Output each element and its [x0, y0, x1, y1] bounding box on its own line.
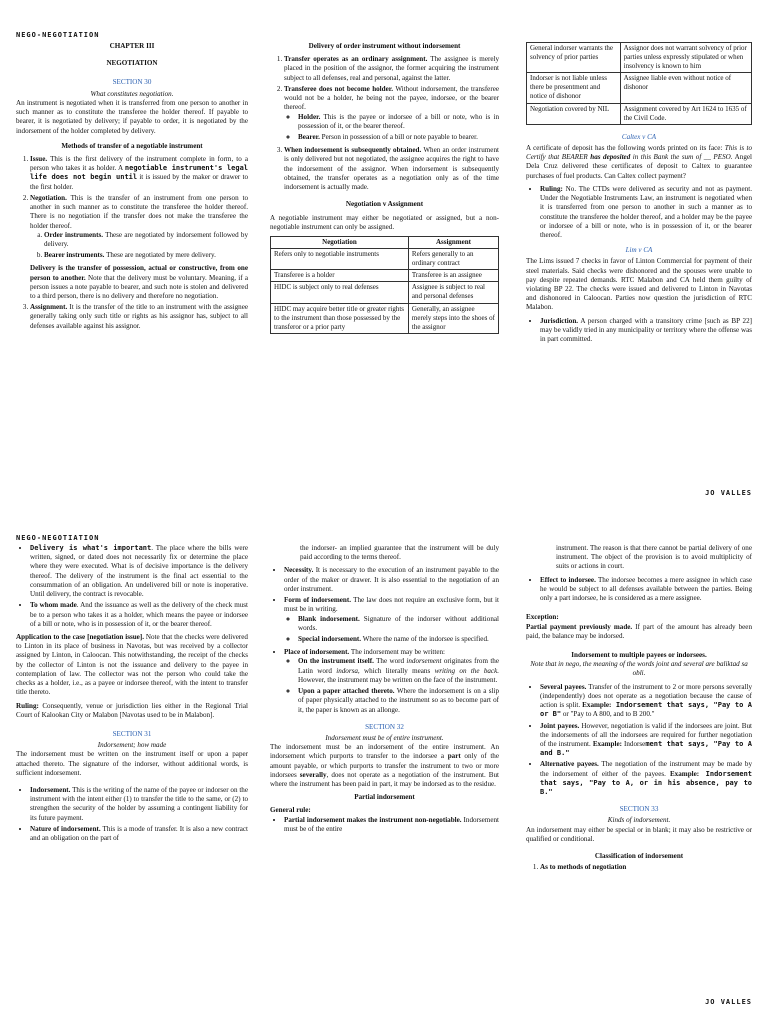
- p2-column-3: [526, 544, 752, 877]
- list-item: 2. Transferee does not become holder. Without indorsement, the transferee would not be a holder, he being not the payee, indorsee, or the bearer thereof. ◦ Holder. This is the payee or indorsee of a bill or note, who is in possession of it, or the bearer thereof. ◦ Bearer. Person in possession of a bill or note payable to bearer.: [284, 85, 499, 142]
- chapter-heading: CHAPTER III: [109, 42, 155, 50]
- delivery-heading: Delivery of order instrument without indorsement: [308, 42, 461, 50]
- list-item: • Several payees. Transfer of the instrument to 2 or more persons severally (independently) does not operate as a negotiation because the cause of action is split. Example: Indorsement that says, "Pay to A or B" or "Pay to A 800, and to B 200.": [540, 683, 752, 720]
- case-text-caltex: A certificate of deposit has the following words printed on its face: This is to Certify that BEARER has deposited in this Bank the sum of __ PESO. Angel Dela Cruz delivered these certificates of deposit to Caltex to guarantee purchases of fuel products. Can Caltex collect payment?: [526, 143, 752, 180]
- nva-heading: Negotiation v Assignment: [345, 200, 424, 209]
- table-row: Negotiation covered by NIL Assignment covered by Art 1624 to 1635 of the Civil Code.: [527, 103, 752, 124]
- p1-column-1: [16, 42, 248, 335]
- list-item: • Partial indorsement makes the instrument non-negotiable. Indorsement must be of the entire: [284, 816, 499, 834]
- list-item: ◦ Special indorsement. Where the name of the indorsee is specified.: [298, 635, 499, 644]
- effect-list: [526, 576, 752, 604]
- page-header: NEGO-NEGOTIATION: [16, 31, 100, 39]
- list-item: • Nature of indorsement. This is a mode of transfer. It is also a new contract and an obligation on the part of: [30, 825, 248, 843]
- list-item: • Effect to indorsee. The indorsee becomes a mere assignee in which case he would be subject to all defenses available between the parties. Being only a part indorsee, he is considered as a mere assignee.: [540, 576, 752, 604]
- list-item: • Ruling: No. The CTDs were delivered as security and not as payment. Under the Negotiable Instruments Law, an instrument is negotiated when it is transferred from one person to another in such a manner as to constitute the transferee the holder thereof, and a holder may be the payee or indorsee of a bill or note, who is in possession of it, or the bearer thereof.: [540, 185, 752, 240]
- classification-list: [526, 863, 752, 872]
- list-item: ◦ Upon a paper attached thereto. Where the indorsement is on a slip of paper physically attached to the instrument so as to become part of it, the paper is known as an allonge.: [298, 687, 499, 715]
- multiple-payees-note: Note that in nego, the meaning of the words joint and several are baliktad sa obli.: [530, 660, 748, 678]
- list-item: ◦ Holder. This is the payee or indorsee of a bill or note, who is in possession of it, or the bearer thereof.: [298, 113, 499, 131]
- list-item: ◦ On the instrument itself. The word indorsement originates from the Latin word indorsa, which literally means writing on the back. However, the instrument may be written on the face of the instrument.: [298, 657, 499, 685]
- p1-column-3: [526, 40, 752, 348]
- table-row: HIDC may acquire better title or greater rights to the instrument than those possessed by the transferor or a prior party Generally, an assignee merely steps into the shoes of the assignor: [271, 303, 499, 333]
- indorsement-list: [16, 786, 248, 843]
- continued-text: the indorser- an implied guarantee that the instrument will be duly paid according to the terms thereof.: [300, 544, 499, 562]
- list-item: 1. As to methods of negotiation: [540, 863, 752, 872]
- case-title-caltex: Caltex v CA: [621, 132, 657, 141]
- handwritten-note: Delivery is what's important: [30, 544, 152, 552]
- section-33-text: An indorsement may either be special or in blank; it may also be restrictive or qualified or conditional.: [526, 825, 752, 843]
- application-text: Application to the case [negotiation issue]. Note that the checks were delivered to Linton in its place of business in Navotas, but was received by a collector assigned by Linton, in Caloocan. This notwithstanding, the receipt of the checks by the collector of Linton is not the issuance and delivery to the payee in contemplation of law. The collector was not the person who could take the checks as a holder, i.e., as a payee or indorsee thereof, with the intent to transfer title thereto.: [16, 632, 248, 697]
- methods-list: [16, 155, 248, 331]
- case-text-lim: The Lims issued 7 checks in favor of Linton Commercial for payment of their steel materials. Said checks were dishonored and the spouses were unable to pay despite repeated demands. RTC Malabon and CA held them guilty of violating BP 22. The checks were issued and delivered to Linton in Navotas and dishonored in Caloocan. Parties now question the jurisdiction of RTC Malabon.: [526, 257, 752, 312]
- section-32-text: The indorsement must be an indorsement of the entire instrument. An indorsement which purports to transfer to the indorsee a part only of the amount payable, or which purports to transfer the instrument to two or more indorsees severally, does not operate as a negotiation of the instrument. But where the instrument has been paid in part, it may be indorsed as to the residue.: [270, 743, 499, 789]
- page-header: NEGO-NEGOTIATION: [16, 534, 100, 542]
- ruling-text: Ruling: Consequently, venue or jurisdiction lies either in the Regional Trial Court of Kalookan City or Malabon [Navotas used to be in Malabon].: [16, 701, 248, 719]
- table-row: Refers only to negotiable instruments Refers generally to an ordinary contract: [271, 249, 499, 270]
- list-item: a. Order instruments. These are negotiated by indorsement followed by delivery.: [44, 231, 248, 249]
- table-header: Assignment: [408, 236, 498, 248]
- list-item: • Indorsement. This is the writing of the name of the payee or indorser on the instrument with the intent either (1) to transfer the title to the same, or (2) to strengthen the security of the holder by assuming a contingent liability for its future payment.: [30, 786, 248, 823]
- section-33-heading: SECTION 33: [619, 805, 659, 814]
- table-row: General indorser warrants the solvency of prior parties Assignor does not warrant solvency of prior parties unless expressly stipulated or when insolvency is known to him: [527, 43, 752, 73]
- negotiation-assignment-table: [270, 236, 499, 334]
- page-footer: JO VALLES: [705, 998, 752, 1006]
- p2-column-1: [16, 544, 248, 847]
- table-row: Transferee is a holder Transferee is an assignee: [271, 270, 499, 282]
- table-row: HIDC is subject only to real defenses Assignee is subject to real and personal defenses: [271, 282, 499, 303]
- handwritten-note: negotiable instrument's legal life does not begin until: [30, 164, 249, 182]
- delivery-notes-list: [16, 544, 248, 629]
- section-32-subtitle: Indorsement must be of entire instrument.: [325, 733, 444, 742]
- list-item: • Alternative payees. The negotiation of the instrument may be made by the indorsement of either of the payees. Example: Indorsement that says, "Pay to A, or in his absence, pay to B.": [540, 760, 752, 797]
- classification-heading: Classification of indorsement: [594, 852, 684, 861]
- page-footer: JO VALLES: [705, 489, 752, 497]
- list-item: • Jurisdiction. A person charged with a transitory crime [such as BP 22] may be validly tried in any municipality or territory where the offense was in part committed.: [540, 317, 752, 345]
- chapter-title: NEGOTIATION: [106, 59, 158, 68]
- continued-text: instrument. The reason is that there cannot be partial delivery of one instrument. The object of the provision is to avoid multiplicity of suits or actions in court.: [556, 544, 752, 571]
- list-item: • Necessity. It is necessary to the execution of an instrument payable to the order of the maker or drawer. It is also essential to the negotiation of an order instrument.: [284, 566, 499, 594]
- section-31-text: The indorsement must be written on the instrument itself or upon a paper attached thereto. The signature of the indorser, without additional words, is sufficient indorsement.: [16, 750, 248, 777]
- section-31-heading: SECTION 31: [112, 729, 152, 738]
- lim-ruling-list: [526, 317, 752, 345]
- negotiation-assignment-table-cont: [526, 42, 752, 125]
- list-item: ◦ Blank indorsement. Signature of the indorser without additional words.: [298, 615, 499, 633]
- list-item: 1. Issue. This is the first delivery of the instrument complete in form, to a person who takes it as holder. A negotiable instrument's legal life does not begin until it is issued by the maker or drawer to the first holder.: [30, 155, 248, 192]
- page-2: [0, 512, 768, 1024]
- section-30-text: An instrument is negotiated when it is transferred from one person to another in such manner as to constitute the transferee the holder thereof. If payable to bearer, it is negotiated by delivery; if payable to order, it is negotiated by the indorsement of the holder completed by delivery.: [16, 98, 248, 135]
- list-item: 3. When indorsement is subsequently obtained. When an order instrument is only delivered but not negotiated, the assignee acquires the right to have the indorsement of the assignor. When indorsement is subsequently obtained, the transfer operates as a negotiation only as of the time indorsement is actually made.: [284, 146, 499, 192]
- p1-column-2: [270, 42, 499, 338]
- list-item: 2. Negotiation. This is the transfer of an instrument from one person to another in such manner as to constitute the transferee the holder thereof. There is no negotiation if the transfer does not make the transferee the holder thereof. a. Order instruments. These are negotiated by indorsement followed by delivery. b. Bearer instruments. These are negotiated by mere delivery. Delivery is the transfer of possession, actual or constructive, from one person to another. Note that the delivery must be voluntary. Meaning, if a person issues a note payable to bearer, and such note is stolen and delivered to a third person, there is no delivery and therefore no negotiation.: [30, 194, 248, 301]
- p2-column-2: [270, 544, 499, 838]
- list-item: b. Bearer instruments. These are negotiated by mere delivery.: [44, 251, 248, 260]
- indorsement-details-list: [270, 566, 499, 714]
- general-rule-label: General rule:: [270, 806, 311, 815]
- list-item: • Form of indorsement. The law does not require an exclusive form, but it must be in writing. ◦ Blank indorsement. Signature of the indorser without additional words. ◦ Special indorsement. Where the name of the indorsee is specified.: [284, 596, 499, 644]
- exception-text: Partial payment previously made. If part of the amount has already been paid, the balance may be indorsed.: [526, 622, 752, 640]
- section-31-subtitle: Indorsement; how made: [97, 741, 167, 750]
- section-30-subtitle: What constitutes negotiation.: [90, 89, 174, 98]
- section-33-subtitle: Kinds of indorsement.: [607, 816, 671, 825]
- list-item: • Joint payees. However, negotiation is valid if the indorsees are joint. But the indorsements of all the indorsees are required for further negotiation of the instrument. Example: Indorsement that says, "Pay to A and B.": [540, 722, 752, 759]
- case-title-lim: Lim v CA: [625, 246, 653, 255]
- multiple-payees-heading: Indorsement to multiple payees or indorsees.: [571, 650, 707, 659]
- table-row: Indorser is not liable unless there be presentment and notice of dishonor Assignee liable even without notice of dishonor: [527, 73, 752, 103]
- exception-label: Exception:: [526, 613, 559, 622]
- partial-list: [270, 816, 499, 834]
- list-item: ◦ Bearer. Person in possession of a bill or note payable to bearer.: [298, 133, 499, 142]
- section-30-heading: SECTION 30: [112, 78, 152, 87]
- nva-text: A negotiable instrument may either be negotiated or assigned, but a non-negotiable instrument can only be assigned.: [270, 213, 499, 231]
- list-item: 1. Transfer operates as an ordinary assignment. The assignee is merely placed in the position of the assignor, the former acquiring the instrument subject to all defenses, real and personal, against the latter.: [284, 55, 499, 83]
- caltex-ruling-list: [526, 185, 752, 240]
- payees-list: [526, 683, 752, 798]
- section-32-heading: SECTION 32: [365, 722, 404, 731]
- methods-heading: Methods of transfer of a negotiable instrument: [61, 141, 203, 150]
- list-item: • To whom made. And the issuance as well as the delivery of the check must be to a person who takes it as a holder, which means the payee or indorsee of a bill or note, who is in possession of it, or the bearer thereof.: [30, 601, 248, 629]
- delivery-list: [270, 55, 499, 192]
- list-item: • Delivery is what's important. The place where the bills were written, signed, or dated does not necessarily fix or determine the place where they were executed. What is of decisive importance is the delivery thereof. The delivery of the instrument is the final act essential to the consummation of an obligation. An undelivered bill or note is inoperative. Until delivery, the contract is revocable.: [30, 544, 248, 599]
- list-item: • Place of indorsement. The indorsement may be written: ◦ On the instrument itself. The word indorsement originates from the Latin word indorsa, which literally means writing on the back. However, the instrument may be written on the face of the instrument. ◦ Upon a paper attached thereto. Where the indorsement is on a slip of paper physically attached to the instrument so as to become part of it, the paper is known as an allonge.: [284, 648, 499, 715]
- partial-indorsement-heading: Partial indorsement: [354, 793, 415, 802]
- list-item: 3. Assignment. It is the transfer of the title to an instrument with the assignee generally taking only such title or rights as his assignor has, subject to all defenses available against his assignor.: [30, 303, 248, 331]
- table-header: Negotiation: [271, 236, 409, 248]
